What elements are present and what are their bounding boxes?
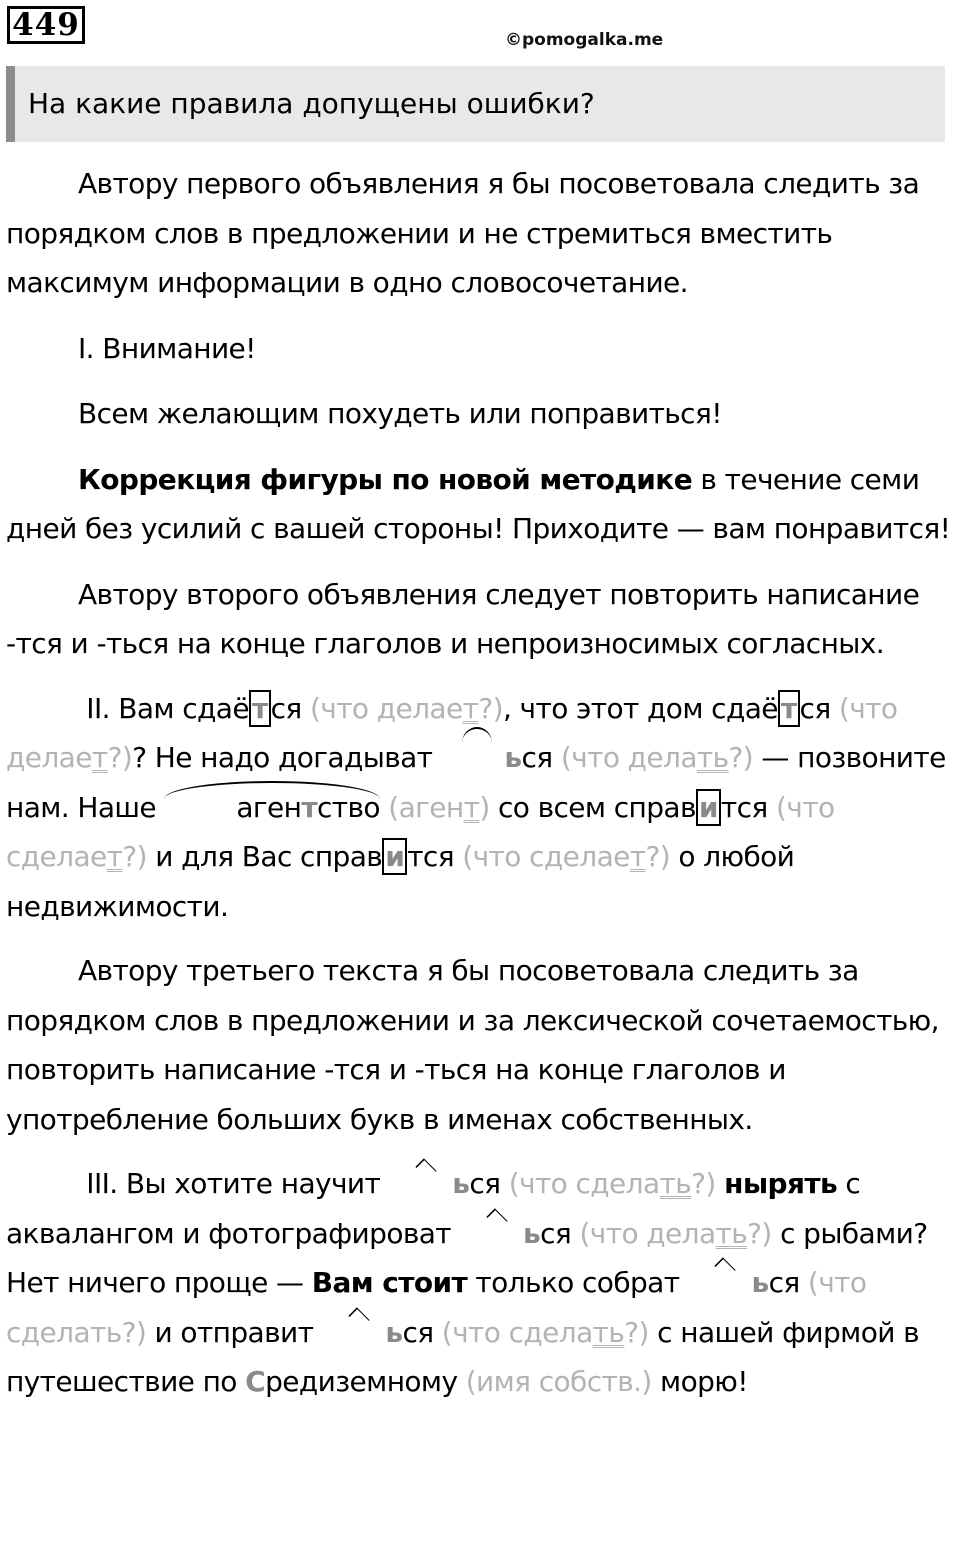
ad-one-heading: I. Внимание! (78, 331, 256, 365)
task-number: 449 (7, 6, 85, 44)
ad-one-line: Всем желающим похудеть или поправиться! (78, 397, 722, 430)
paragraph-second-author: Автору второго объявления следует повторить написание -тся и -ться на конце глаголов и непроизносимых согласных. (6, 577, 920, 660)
ad-one-bold-phrase: Коррекция фигуры по новой методике (78, 462, 693, 496)
task-question: На какие правила допущены ошибки? (6, 66, 945, 142)
ad-two-corrected: II. Вам сдаё т ся (что делает?), что этот дом сдаё т ся (что делает?)? Не надо догадыват ься (что делать?) — позвоните нам. Наше агентство (агент) со всем справ и тся (что сделает?) и для Вас справ и тся (что сделает?) о любой недвижимости. (6, 691, 946, 923)
ad-one-body (6, 455, 954, 554)
paragraph-first-author: Автору первого объявления я бы посоветовала следить за порядком слов в предложении и не стремиться вместить максимум информации в одно словосочетание. (6, 167, 920, 299)
ad-one-rest: в течение семи дней без усилий с вашей стороны! Приходите — вам понравится! (6, 462, 951, 545)
answer-content (6, 159, 954, 1407)
ad-three-corrected: III. Вы хотите научит ься (что сделать?) нырять с аквалангом и фотографироват ься (что делать?) с рыбами? Нет ничего проще — Вам стоит только собрат ься (что сделать?) и отправит ься (что сделать?) с нашей фирмой в путешествие по Средиземному (имя собств.) морю! (6, 1159, 954, 1407)
paragraph-third-author: Автору третьего текста я бы посоветовала следить за порядком слов в предложении и за лексической сочетаемостью, повторить написание -тся и -ться на конце глаголов и употребление больших букв в именах собственных. (6, 954, 939, 1136)
site-watermark: ©pomogalka.me (505, 30, 664, 50)
